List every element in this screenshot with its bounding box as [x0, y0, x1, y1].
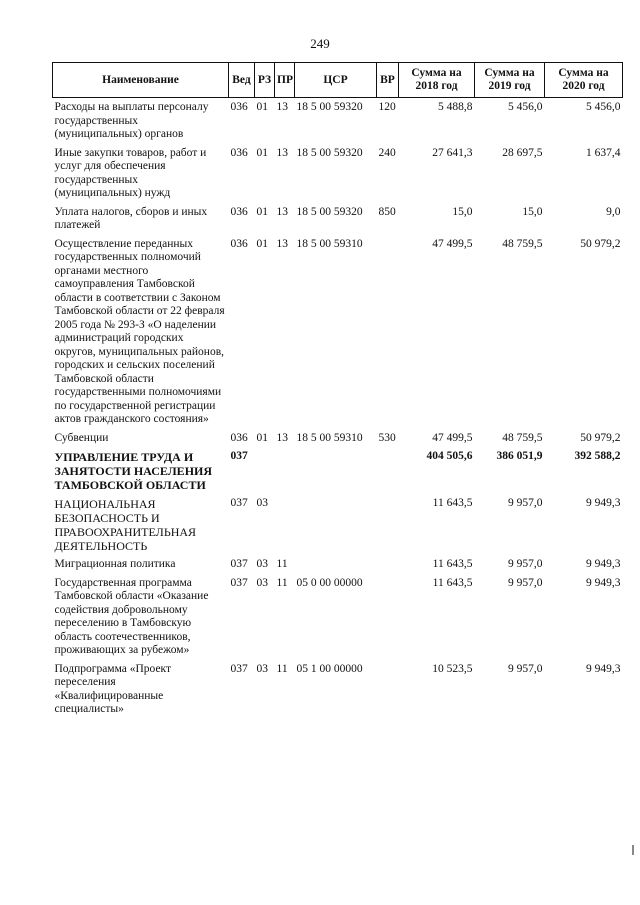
- row-pr: 13: [276, 237, 288, 250]
- row-rz: 03: [256, 497, 268, 509]
- row-pr: [275, 447, 295, 494]
- row-ved: 036: [230, 146, 248, 159]
- row-sum-2018: 11 643,5: [432, 497, 473, 509]
- row-rz: 01: [256, 101, 268, 113]
- row-rz: 03: [256, 576, 268, 589]
- row-vr: 530: [378, 431, 396, 444]
- row-sum-2018: 11 643,5: [432, 576, 473, 589]
- row-name: Уплата налогов, сборов и иных платежей: [54, 205, 208, 231]
- header-sum-2019: Сумма на 2019 год: [475, 63, 545, 98]
- row-sum-2020: 5 456,0: [586, 101, 621, 113]
- row-pr: 13: [276, 101, 288, 113]
- row-sum-2020: 50 979,2: [580, 431, 621, 444]
- row-sum-2019: 15,0: [522, 205, 543, 218]
- row-name: УПРАВЛЕНИЕ ТРУДА И ЗАНЯТОСТИ НАСЕЛЕНИЯ ТАМБОВСКОЙ ОБЛАСТИ: [54, 450, 213, 492]
- row-sum-2019: 48 759,5: [502, 431, 543, 444]
- row-vr: [377, 494, 399, 555]
- row-rz: 01: [256, 205, 268, 218]
- header-pr: ПР: [275, 63, 295, 98]
- row-name: НАЦИОНАЛЬНАЯ БЕЗОПАСНОСТЬ И ПРАВООХРАНИТЕЛЬНАЯ ДЕЯТЕЛЬНОСТЬ: [54, 497, 197, 553]
- row-ved: 037: [230, 662, 248, 675]
- row-rz: [255, 447, 275, 494]
- row-sum-2018: 27 641,3: [432, 146, 473, 159]
- row-pr: 11: [276, 662, 288, 675]
- row-rz: 01: [256, 237, 268, 250]
- scan-mark: [632, 845, 634, 855]
- row-vr: [377, 235, 399, 429]
- row-ved: 037: [230, 450, 248, 462]
- row-pr: 13: [276, 146, 288, 159]
- table-row: [53, 429, 623, 448]
- row-csr: 18 5 00 59310: [296, 237, 363, 250]
- row-sum-2019: 28 697,5: [502, 146, 543, 159]
- row-sum-2019: 48 759,5: [502, 237, 543, 250]
- row-csr: 18 5 00 59320: [296, 146, 363, 159]
- row-sum-2019: 9 957,0: [508, 662, 543, 675]
- header-rz: РЗ: [255, 63, 275, 98]
- row-name: Субвенции: [54, 431, 109, 444]
- row-rz: 03: [256, 558, 268, 570]
- row-csr: [295, 447, 377, 494]
- row-sum-2020: 50 979,2: [580, 237, 621, 250]
- row-sum-2019: 9 957,0: [508, 558, 543, 570]
- row-name: Государственная программа Тамбовской области «Оказание содействия добровольному переселению в Тамбовскую область соотечественников, проживающих за рубежом»: [54, 576, 209, 656]
- table-row: [53, 98, 623, 144]
- row-sum-2019: 9 957,0: [508, 576, 543, 589]
- table-row: [53, 203, 623, 235]
- row-sum-2018: 47 499,5: [432, 237, 473, 250]
- row-vr: 240: [378, 146, 396, 159]
- row-ved: 036: [230, 431, 248, 444]
- row-sum-2018: 5 488,8: [438, 101, 473, 113]
- row-ved: 036: [230, 237, 248, 250]
- row-pr: 11: [276, 576, 288, 589]
- header-sum-2018: Сумма на 2018 год: [399, 63, 475, 98]
- row-name: Иные закупки товаров, работ и услуг для обеспечения государственных (муниципальных) нужд: [54, 146, 207, 199]
- row-sum-2018: 47 499,5: [432, 431, 473, 444]
- row-ved: 037: [230, 576, 248, 589]
- row-sum-2020: 9 949,3: [586, 558, 621, 570]
- row-rz: 01: [256, 146, 268, 159]
- row-name: Подпрограмма «Проект переселения «Квалифицированные специалисты»: [54, 662, 172, 715]
- row-csr: 18 5 00 59320: [296, 205, 363, 218]
- table-row: [53, 494, 623, 555]
- row-rz: 01: [256, 431, 268, 444]
- table-row: [53, 235, 623, 429]
- row-vr: [377, 555, 399, 574]
- row-csr: [295, 555, 377, 574]
- row-pr: 13: [276, 205, 288, 218]
- row-ved: 036: [230, 101, 248, 113]
- row-ved: 037: [230, 497, 248, 509]
- header-vr: ВР: [377, 63, 399, 98]
- header-csr: ЦСР: [295, 63, 377, 98]
- header-sum-2020: Сумма на 2020 год: [545, 63, 623, 98]
- row-vr: 850: [378, 205, 396, 218]
- row-sum-2020: 9 949,3: [586, 497, 621, 509]
- row-pr: 11: [276, 558, 288, 570]
- row-csr: 18 5 00 59310: [296, 431, 363, 444]
- row-sum-2019: 5 456,0: [508, 101, 543, 113]
- row-name: Расходы на выплаты персоналу государственных (муниципальных) органов: [54, 101, 209, 140]
- row-sum-2018: 10 523,5: [432, 662, 473, 675]
- row-sum-2020: 9,0: [606, 205, 621, 218]
- header-name: Наименование: [53, 63, 229, 98]
- table-row: [53, 574, 623, 660]
- row-name: Миграционная политика: [54, 558, 176, 570]
- budget-table: [52, 62, 623, 719]
- row-vr: [377, 574, 399, 660]
- table-row: [53, 660, 623, 719]
- row-sum-2020: 9 949,3: [586, 576, 621, 589]
- row-ved: 036: [230, 205, 248, 218]
- table-header-row: [53, 63, 623, 98]
- row-name: Осуществление переданных государственных полномочий органами местного самоуправления Тамбовской области в соответствии с Законом Тамбовской области от 22 февраля 2005 года № 293-З «О наделении администраций городских округов, муниципальных районов, городских и сельских поселений Тамбовской области государственными полномочиями по государственной регистрации актов гражданского состояния»: [54, 237, 225, 425]
- row-pr: 13: [276, 431, 288, 444]
- row-pr: [275, 494, 295, 555]
- row-sum-2020: 392 588,2: [574, 450, 621, 462]
- row-sum-2018: 404 505,6: [426, 450, 473, 462]
- row-rz: 03: [256, 662, 268, 675]
- row-csr: 05 1 00 00000: [296, 662, 363, 675]
- header-ved: Вед: [229, 63, 255, 98]
- row-csr: [295, 494, 377, 555]
- page-number: 249: [310, 36, 330, 51]
- row-vr: 120: [378, 101, 396, 113]
- row-sum-2018: 15,0: [452, 205, 473, 218]
- row-vr: [377, 447, 399, 494]
- row-vr: [377, 660, 399, 719]
- row-sum-2018: 11 643,5: [432, 558, 473, 570]
- row-sum-2019: 9 957,0: [508, 497, 543, 509]
- row-sum-2020: 1 637,4: [586, 146, 621, 159]
- row-ved: 037: [230, 558, 248, 570]
- table-row: [53, 144, 623, 203]
- row-csr: 18 5 00 59320: [296, 101, 363, 113]
- row-csr: 05 0 00 00000: [296, 576, 363, 589]
- table-row: [53, 447, 623, 494]
- row-sum-2020: 9 949,3: [586, 662, 621, 675]
- table-row: [53, 555, 623, 574]
- row-sum-2019: 386 051,9: [496, 450, 543, 462]
